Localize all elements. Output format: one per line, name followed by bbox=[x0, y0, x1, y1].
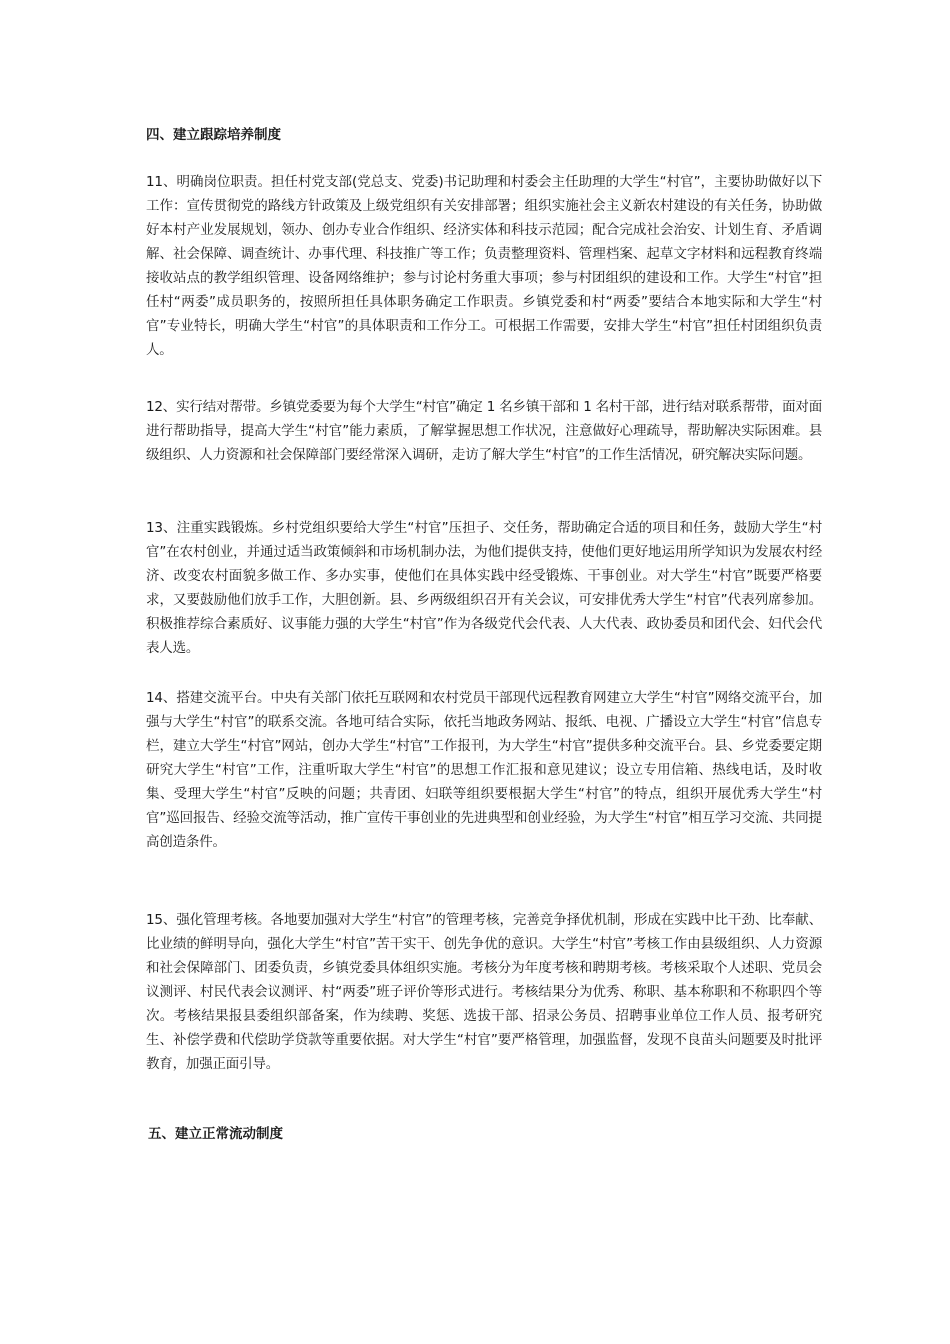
section-heading-4: 四、建立跟踪培养制度 bbox=[146, 127, 281, 143]
paragraph-11: 11、明确岗位职责。担任村党支部(党总支、党委)书记助理和村委会主任助理的大学生“村官”，主要协助做好以下工作：宣传贯彻党的路线方针政策及上级党组织有关安排部署；组织实施社会主义新农村建设的有关任务，协助做好本村产业发展规划，领办、创办专业合作组织、经济实体和科技示范园；配合完成社会治安、计划生育、矛盾调解、社会保障、调查统计、办事代理、科技推广等工作；负责整理资料、管理档案、起草文字材料和远程教育终端接收站点的教学组织管理、设备网络维护；参与讨论村务重大事项；参与村团组织的建设和工作。大学生“村官”担任村“两委”成员职务的，按照所担任具体职务确定工作职责。乡镇党委和村“两委”要结合本地实际和大学生“村官”专业特长，明确大学生“村官”的具体职责和工作分工。可根据工作需要，安排大学生“村官”担任村团组织负责人。 bbox=[146, 174, 822, 358]
paragraph-15: 15、强化管理考核。各地要加强对大学生“村官”的管理考核，完善竞争择优机制，形成在实践中比干劲、比奉献、比业绩的鲜明导向，强化大学生“村官”苦干实干、创先争优的意识。大学生“村官”考核工作由县级组织、人力资源和社会保障部门、团委负责，乡镇党委具体组织实施。考核分为年度考核和聘期考核。考核采取个人述职、党员会议测评、村民代表会议测评、村“两委”班子评价等形式进行。考核结果分为优秀、称职、基本称职和不称职四个等次。考核结果报县委组织部备案，作为续聘、奖惩、选拔干部、招录公务员、招聘事业单位工作人员、报考研究生、补偿学费和代偿助学贷款等重要依据。对大学生“村官”要严格管理，加强监督，发现不良苗头问题要及时批评教育，加强正面引导。 bbox=[146, 912, 822, 1072]
paragraph-13: 13、注重实践锻炼。乡村党组织要给大学生“村官”压担子、交任务，帮助确定合适的项目和任务，鼓励大学生“村官”在农村创业，并通过适当政策倾斜和市场机制办法，为他们提供支持，使他们更好地运用所学知识为发展农村经济、改变农村面貌多做工作、多办实事，使他们在具体实践中经受锻炼、干事创业。对大学生“村官”既要严格要求，又要鼓励他们放手工作，大胆创新。县、乡两级组织召开有关会议，可安排优秀大学生“村官”代表列席参加。积极推荐综合素质好、议事能力强的大学生“村官”作为各级党代会代表、人大代表、政协委员和团代会、妇代会代表人选。 bbox=[146, 520, 822, 656]
paragraph-14: 14、搭建交流平台。中央有关部门依托互联网和农村党员干部现代远程教育网建立大学生“村官”网络交流平台，加强与大学生“村官”的联系交流。各地可结合实际，依托当地政务网站、报纸、电视、广播设立大学生“村官”信息专栏，建立大学生“村官”网站，创办大学生“村官”工作报刊，为大学生“村官”提供多种交流平台。县、乡党委要定期研究大学生“村官”工作，注重听取大学生“村官”的思想工作汇报和意见建议；设立专用信箱、热线电话，及时收集、受理大学生“村官”反映的问题；共青团、妇联等组织要根据大学生“村官”的特点，组织开展优秀大学生“村官”巡回报告、经验交流等活动，推广宣传干事创业的先进典型和创业经验，为大学生“村官”相互学习交流、共同提高创造条件。 bbox=[146, 690, 822, 850]
section-heading-5: 五、建立正常流动制度 bbox=[148, 1126, 283, 1142]
paragraph-12: 12、实行结对帮带。乡镇党委要为每个大学生“村官”确定 1 名乡镇干部和 1 名村干部，进行结对联系帮带，面对面进行帮助指导，提高大学生“村官”能力素质，了解掌握思想工作状况，注意做好心理疏导，帮助解决实际困难。县级组织、人力资源和社会保障部门要经常深入调研，走访了解大学生“村官”的工作生活情况，研究解决实际问题。 bbox=[146, 399, 822, 463]
document-page bbox=[146, 0, 822, 1344]
